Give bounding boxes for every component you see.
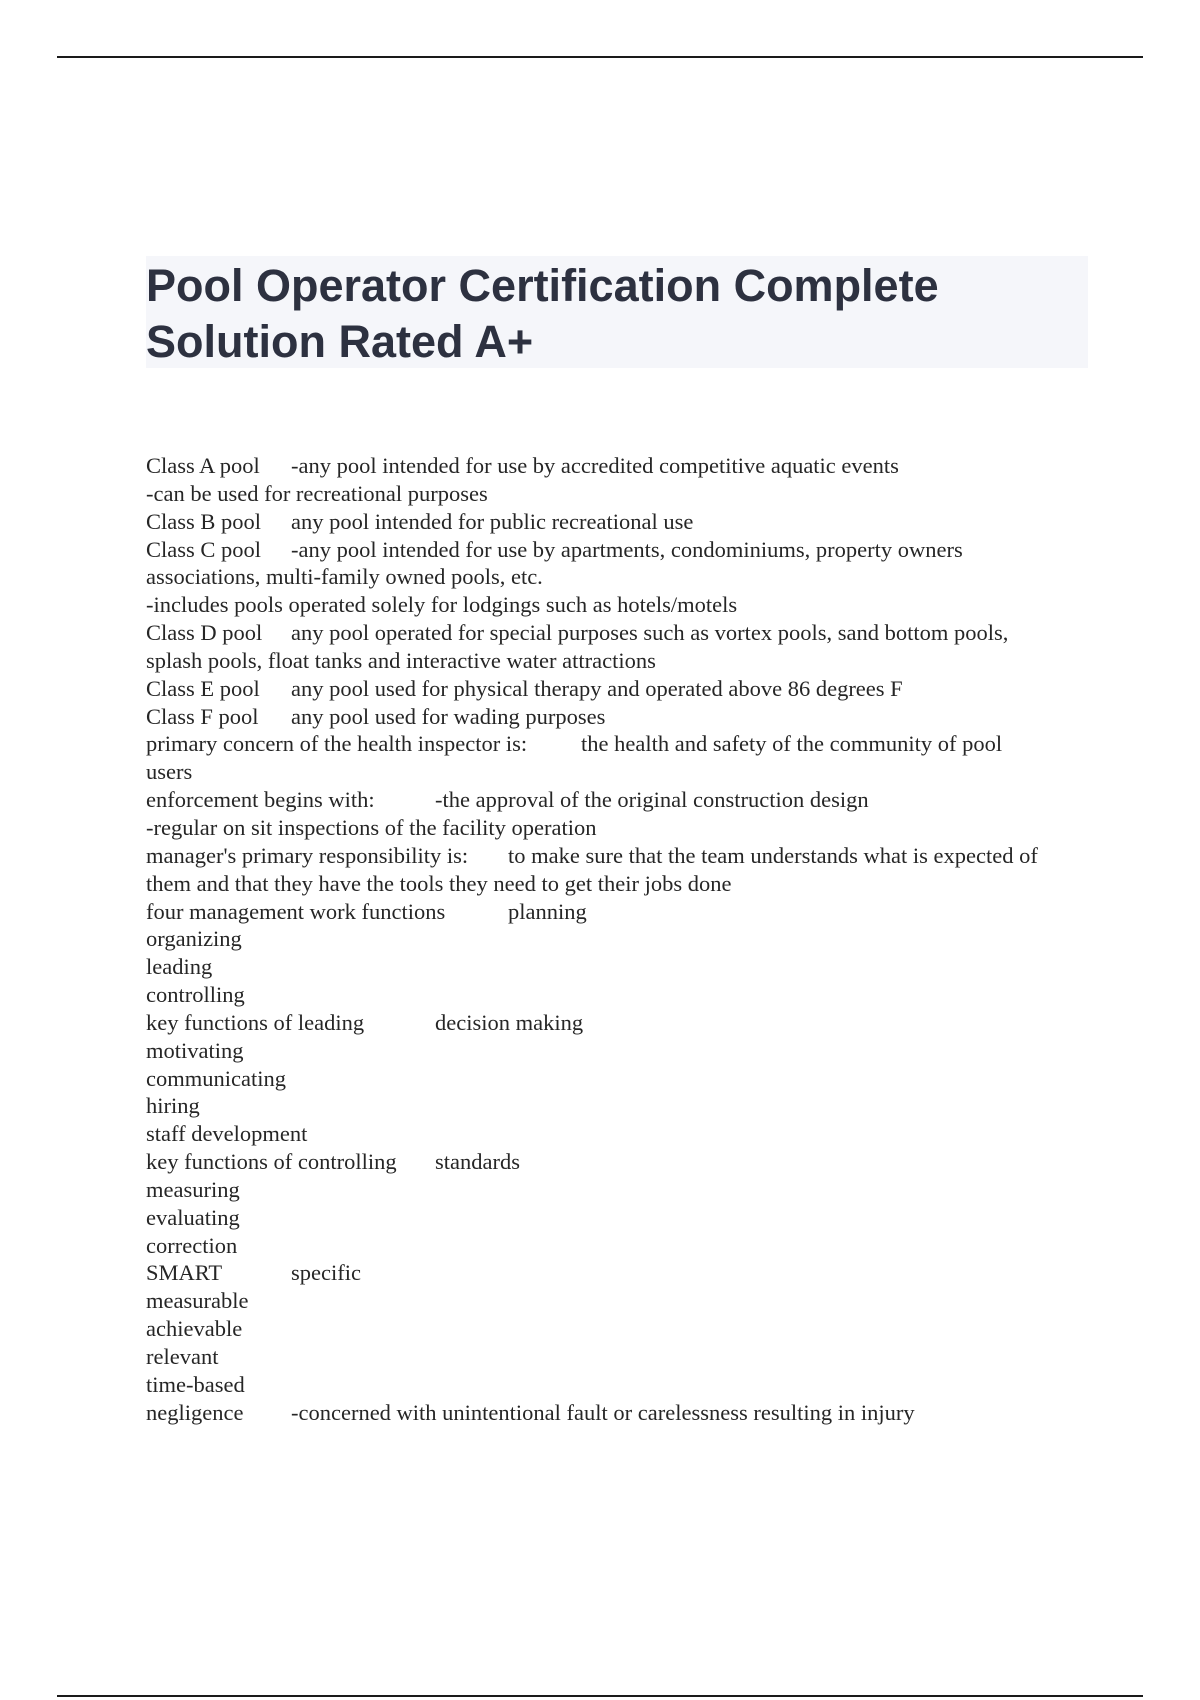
text-line: [146, 647, 1106, 675]
definition-text: standards: [435, 1149, 520, 1175]
text-line: [146, 1204, 1106, 1232]
text-line: [146, 925, 1106, 953]
definition-text: to make sure that the team understands what is expected of: [508, 842, 1038, 868]
definition-text: any pool used for physical therapy and operated above 86 degrees F: [291, 675, 903, 701]
text-line: [146, 675, 1106, 703]
definition-text: any pool used for wading purposes: [291, 703, 606, 729]
text-line: [146, 1315, 1106, 1343]
term-label: Class A pool: [146, 453, 260, 478]
term-label: negligence: [146, 1399, 244, 1425]
definition-text: -the approval of the original construction design: [435, 787, 869, 813]
continuation-text: splash pools, float tanks and interactive water attractions: [146, 647, 656, 673]
text-line: [146, 563, 1106, 591]
text-line: [146, 536, 1106, 564]
text-line: [146, 870, 1106, 898]
text-line: [146, 1120, 1106, 1148]
term-label: Class E pool: [146, 675, 260, 701]
term-label: manager's primary responsibility is:: [146, 842, 469, 868]
continuation-text: staff development: [146, 1121, 308, 1147]
continuation-text: measurable: [146, 1288, 249, 1314]
term-label: key functions of controlling: [146, 1149, 397, 1175]
text-line: [146, 1176, 1106, 1204]
text-line: [146, 786, 1106, 814]
term-label: Class F pool: [146, 703, 259, 729]
term-label: enforcement begins with:: [146, 787, 375, 813]
continuation-text: associations, multi-family owned pools, etc.: [146, 564, 543, 590]
continuation-text: controlling: [146, 982, 245, 1008]
text-line: [146, 898, 1106, 926]
text-line: [146, 730, 1106, 758]
text-line: [146, 1287, 1106, 1315]
text-line: [146, 703, 1106, 731]
text-line: [146, 1259, 1106, 1287]
continuation-text: evaluating: [146, 1204, 240, 1230]
text-line: [146, 814, 1106, 842]
definition-text: planning: [508, 898, 587, 924]
term-label: key functions of leading: [146, 1009, 365, 1035]
text-line: [146, 480, 1106, 508]
continuation-text: leading: [146, 954, 213, 980]
text-line: [146, 1037, 1106, 1065]
text-line: [146, 1232, 1106, 1260]
term-label: Class D pool: [146, 620, 263, 646]
continuation-text: communicating: [146, 1065, 286, 1091]
continuation-text: organizing: [146, 926, 242, 952]
definition-text: decision making: [435, 1009, 584, 1035]
definition-text: specific: [291, 1260, 361, 1286]
continuation-text: relevant: [146, 1344, 219, 1369]
text-line: [146, 1343, 1106, 1371]
bottom-rule: [57, 1695, 1143, 1697]
term-label: SMART: [146, 1260, 223, 1286]
continuation-text: -can be used for recreational purposes: [146, 480, 488, 506]
text-line: [146, 452, 1106, 480]
definition-text: any pool operated for special purposes such as vortex pools, sand bottom pools,: [291, 620, 1009, 646]
continuation-text: -includes pools operated solely for lodgings such as hotels/motels: [146, 592, 738, 618]
continuation-text: achievable: [146, 1316, 243, 1342]
text-line: [146, 842, 1106, 870]
text-line: [146, 1371, 1106, 1399]
definition-text: -any pool intended for use by apartments, condominiums, property owners: [291, 536, 963, 562]
text-line: [146, 1148, 1106, 1176]
text-line: [146, 591, 1106, 619]
text-line: [146, 1009, 1106, 1037]
continuation-text: correction: [146, 1232, 238, 1258]
text-line: [146, 953, 1106, 981]
top-rule: [57, 56, 1143, 58]
continuation-text: measuring: [146, 1176, 240, 1202]
continuation-text: time-based: [146, 1371, 245, 1397]
continuation-text: motivating: [146, 1037, 244, 1063]
document-title: Pool Operator Certification Complete Solution Rated A+: [146, 260, 939, 367]
text-line: [146, 619, 1106, 647]
definition-text: -concerned with unintentional fault or carelessness resulting in injury: [291, 1399, 915, 1425]
definition-text: -any pool intended for use by accredited competitive aquatic events: [291, 453, 899, 478]
continuation-text: hiring: [146, 1093, 200, 1119]
text-line: [146, 981, 1106, 1009]
text-line: [146, 758, 1106, 786]
text-line: [146, 508, 1106, 536]
document-body: [146, 452, 1106, 1427]
term-label: Class B pool: [146, 508, 262, 534]
continuation-text: them and that they have the tools they need to get their jobs done: [146, 870, 732, 896]
term-label: primary concern of the health inspector is:: [146, 731, 528, 757]
term-label: four management work functions: [146, 898, 446, 924]
text-line: [146, 1065, 1106, 1093]
term-label: Class C pool: [146, 536, 262, 562]
definition-text: the health and safety of the community of pool: [581, 731, 1003, 757]
title-banner: [146, 256, 1088, 368]
continuation-text: -regular on sit inspections of the facility operation: [146, 814, 597, 840]
continuation-text: users: [146, 759, 193, 785]
text-line: [146, 1092, 1106, 1120]
text-line: [146, 1399, 1106, 1427]
definition-text: any pool intended for public recreational use: [291, 508, 694, 534]
